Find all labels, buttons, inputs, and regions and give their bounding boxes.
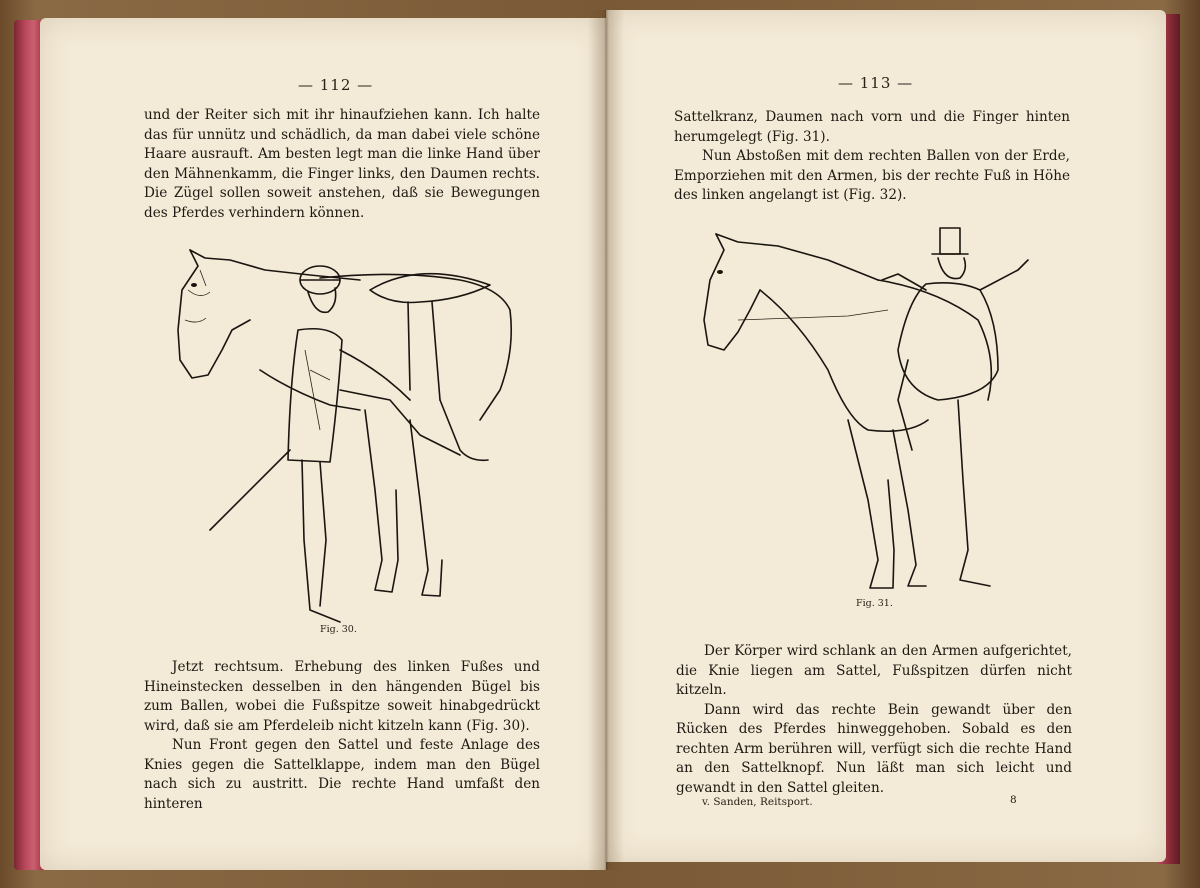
right-paragraph-2: Dann wird das rechte Bein gewandt über den Rücken des Pferdes hinweggehoben. Sobald es den rechten Arm berühren will, verfügt sich die rechte Hand an den Sattelknopf. Nun läßt man sich leicht und gewandt in den Sattel gleiten. (676, 701, 1072, 796)
figure-31-caption: Fig. 31. (856, 598, 893, 609)
left-page-number: — 112 — (298, 76, 374, 94)
footer-signature-mark: 8 (1010, 794, 1017, 806)
left-top-paragraph-text: und der Reiter sich mit ihr hinaufziehen kann. Ich halte das für unnütz und schädlich, da man dabei viele schöne Haare ausrauft. Am besten legt man die linke Hand über den Mähnenkamm, die Finger links, den Daumen rechts. Die Zügel sollen soweit anstehen, daß sie Bewegungen des Pferdes verhindern können. (144, 107, 540, 221)
right-top-text (674, 108, 1070, 206)
left-bottom-text (144, 658, 540, 814)
figure-30-caption: Fig. 30. (320, 624, 357, 635)
footer-author: v. Sanden, Reitsport. (702, 796, 813, 808)
book-gutter (588, 10, 624, 870)
left-paragraph-1: Jetzt rechtsum. Erhebung des linken Fußes und Hineinstecken desselben in den hängenden Bügel bis zum Ballen, wobei die Fußspitze soweit hinabgedrückt wird, daß sie am Pferdeleib nicht kitzeln kann (Fig. 30). (144, 659, 540, 734)
right-paragraph-1: Der Körper wird schlank an den Armen aufgerichtet, die Knie liegen am Sattel, Fußspitzen dürfen nicht kitzeln. (676, 643, 1072, 698)
figure-30-illustration (170, 230, 520, 630)
left-page (40, 18, 606, 870)
right-top-paragraph-2: Nun Abstoßen mit dem rechten Ballen von der Erde, Emporziehen mit den Armen, bis der rechte Fuß in Höhe des linken angelangt ist (Fig. 32). (674, 148, 1070, 203)
left-top-paragraph (144, 106, 540, 223)
right-bottom-text (676, 642, 1072, 798)
left-paragraph-2: Nun Front gegen den Sattel und feste Anlage des Knies gegen die Sattelklappe, indem man den Bügel nach sich zu austritt. Die rechte Hand umfaßt den hinteren (144, 737, 540, 812)
right-page-number: — 113 — (838, 74, 914, 92)
figure-31-illustration (698, 220, 1058, 600)
right-top-paragraph: Sattelkranz, Daumen nach vorn und die Finger hinten herumgelegt (Fig. 31). (674, 109, 1070, 145)
right-page (606, 10, 1166, 862)
